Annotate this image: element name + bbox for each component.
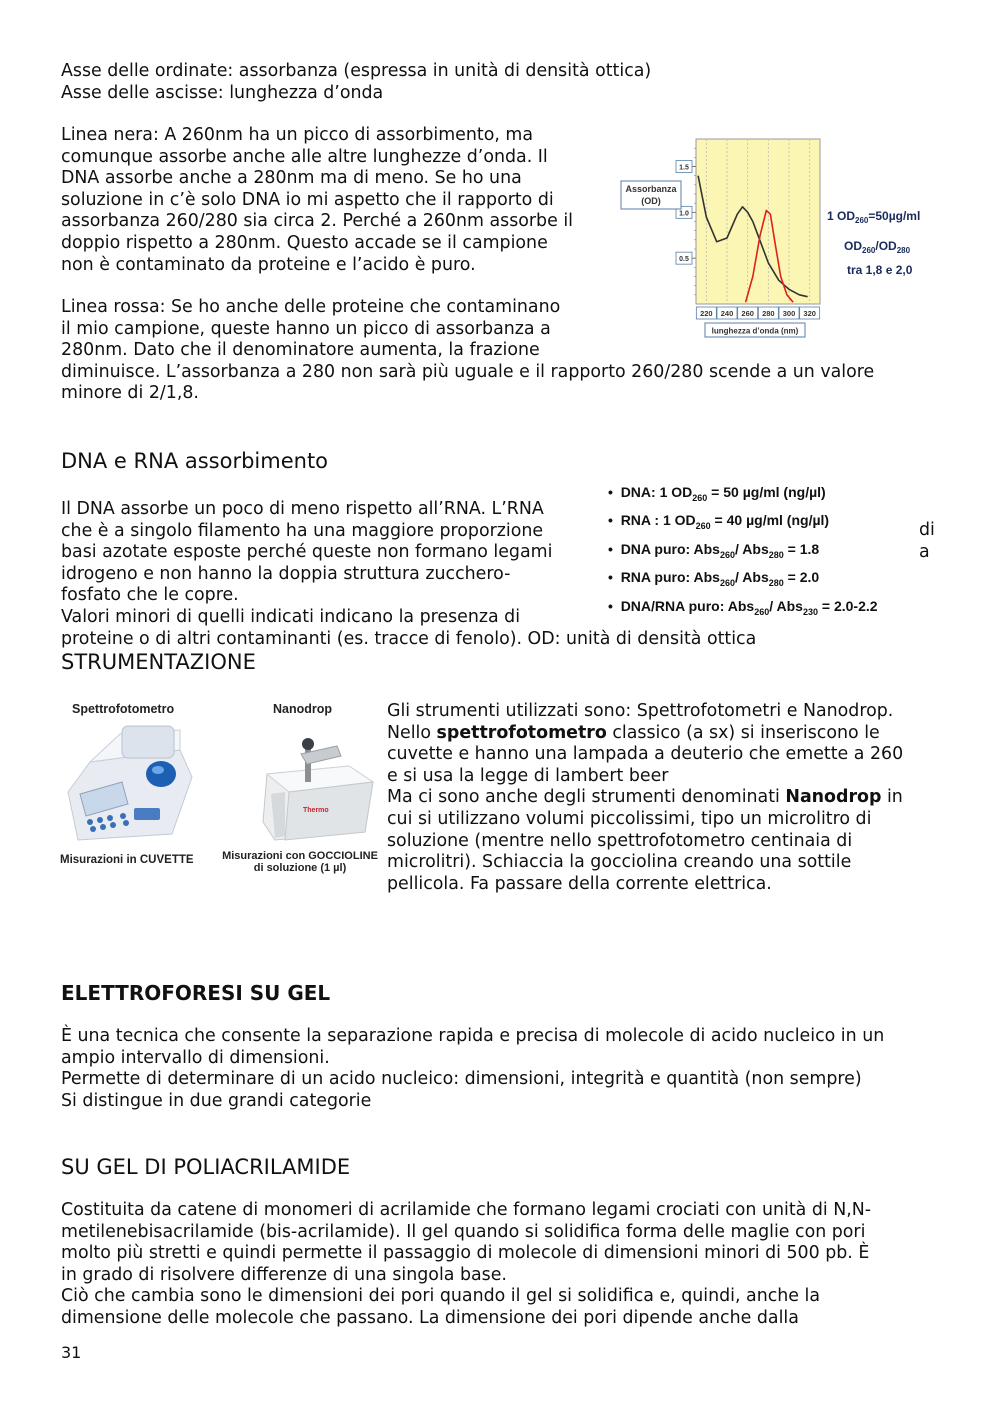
poliacrilamide-paragraph xyxy=(61,1200,871,1330)
text-line: proteine o di altri contaminanti (es. tracce di fenolo). OD: unità di densità ottica xyxy=(61,628,757,649)
y-axis-label-unit: (OD) xyxy=(641,196,661,206)
ratio-note: $OD_{260}/OD_{280}$ xyxy=(844,239,911,255)
y-tick-label: 1.5 xyxy=(679,164,689,172)
bullet-item: • DNA: 1 $OD_{260} = 50$ µg/ml (ng/µl) xyxy=(608,484,826,503)
text-line: cui si utilizzano volumi piccolissimi, tipo un microlitro di xyxy=(387,808,872,829)
caption-line: di soluzione (1 µl) xyxy=(253,862,347,874)
absorbance-chart xyxy=(615,130,935,345)
x-tick-label: 300 xyxy=(782,309,796,318)
text-line: DNA assorbe anche a 280nm ma di meno. Se ho una xyxy=(61,168,522,189)
bold-term: Nanodrop xyxy=(785,787,882,808)
text-line: Il DNA assorbe un poco di meno rispetto all’RNA. L’RNA xyxy=(61,499,544,519)
text-line: basi azotate esposte perché queste non formano legami xyxy=(61,542,553,563)
text-line: assorbanza 260/280 sia circa 2. Perché a 260nm assorbe il xyxy=(61,211,573,232)
text-line: ampio intervallo di dimensioni. xyxy=(61,1047,330,1068)
bullet-item: • DNA puro: Abs$_{260}$/ Abs$_{280}$ = 1.8 xyxy=(608,541,820,560)
instruments-figure xyxy=(60,696,380,876)
axes-description xyxy=(61,61,651,104)
absorbance-ratios-list xyxy=(608,482,908,622)
x-tick-label: 320 xyxy=(803,309,816,318)
text-line: che è a singolo filamento ha una maggiore proporzione xyxy=(61,520,544,541)
x-tick-label: 280 xyxy=(762,309,775,318)
bullet-item: • RNA puro: Abs$_{260}$/ Abs$_{280}$ = 2.0 xyxy=(608,569,820,588)
x-tick-label: 240 xyxy=(720,309,734,318)
text-line: Costituita da catene di monomeri di acrilamide che formano legami crociati con unità di N,N- xyxy=(61,1200,872,1220)
text-line: non è contaminato da proteine e l’acido è puro. xyxy=(61,254,476,275)
overflow-word: di xyxy=(919,520,935,540)
text-line: metilenebisacrilamide (bis-acrilamide). Il gel quando si solidifica forma delle maglie con pori xyxy=(61,1221,866,1242)
x-tick-label: 220 xyxy=(700,309,713,318)
nanodrop-title: Nanodrop xyxy=(273,702,333,716)
nanodrop-caption xyxy=(220,850,380,874)
plot-background xyxy=(696,139,820,304)
text-line: soluzione (mentre nello spettrofotometro centinaia di xyxy=(387,830,853,851)
text-line: il mio campione, queste hanno un picco di assorbanza a xyxy=(61,318,551,339)
section-heading-poliacrilamide: SU GEL DI POLIACRILAMIDE xyxy=(61,1155,351,1179)
text-line: e si usa la legge di lambert beer xyxy=(387,765,669,786)
text-line: Nello spettrofotometro classico (a sx) si inseriscono le xyxy=(387,722,880,743)
text-line: dimensione delle molecole che passano. La dimensione dei pori dipende anche dalla xyxy=(61,1307,799,1328)
text-line: 280nm. Dato che il denominatore aumenta, la frazione xyxy=(61,340,540,361)
section-heading-elettroforesi: ELETTROFORESI SU GEL xyxy=(61,981,331,1005)
text-line: idrogeno e non hanno la doppia struttura zucchero- xyxy=(61,563,511,584)
text-line: pellicola. Fa passare della corrente elettrica. xyxy=(387,873,772,894)
overflow-word: a xyxy=(919,542,930,562)
elettroforesi-paragraph xyxy=(61,1026,884,1112)
text-line: soluzione in c’è solo DNA io mi aspetto che il rapporto di xyxy=(61,189,554,210)
text-line: Ciò che cambia sono le dimensioni dei pori quando il gel si solidifica e, quindi, anche la xyxy=(61,1286,821,1307)
text-line: Ma ci sono anche degli strumenti denominati Nanodrop in xyxy=(387,787,903,808)
text-line: fosfato che le copre. xyxy=(61,585,239,606)
bullet-item: • DNA/RNA puro: Abs$_{260}$/ Abs$_{230}$ = 2.0-2.2 xyxy=(608,598,878,617)
instruments-paragraph xyxy=(387,701,903,895)
bold-term: spettrofotometro xyxy=(436,722,607,743)
x-tick-label: 260 xyxy=(741,309,754,318)
spectrophotometer-caption: Misurazioni in CUVETTE xyxy=(60,854,194,866)
text-line: Permette di determinare di un acido nucleico: dimensioni, integrità e quantità (non sempre) xyxy=(61,1069,862,1090)
nanodrop-image xyxy=(245,736,380,846)
text-line: molto più stretti e quindi permette il passaggio di molecole di dimensioni minori di 500 pb. È xyxy=(61,1243,870,1264)
text-line: È una tecnica che consente la separazione rapida e precisa di molecole di acido nucleico in un xyxy=(61,1026,885,1046)
ratio-range-note: tra 1,8 e 2,0 xyxy=(847,263,913,277)
text-line: Linea nera: A 260nm ha un picco di assorbimento, ma xyxy=(61,125,534,145)
caption-line: Misurazioni con GOCCIOLINE xyxy=(222,850,378,862)
concentration-note: 1 $OD_{260}=50\mu g/ml$ xyxy=(827,209,921,225)
text-line: cuvette e hanno una lampada a deuterio che emette a 260 xyxy=(387,744,904,765)
text-line: Asse delle ordinate: assorbanza (espressa in unità di densità ottica) xyxy=(61,61,652,81)
text-line: minore di 2/1,8. xyxy=(61,383,199,404)
text-line: in grado di risolvere differenze di una singola base. xyxy=(61,1264,507,1285)
text-line: comunque assorbe anche alle altre lunghezze d’onda. Il xyxy=(61,146,548,167)
section-heading-strumentazione: STRUMENTAZIONE xyxy=(61,650,256,674)
bullet-item: • RNA : 1 $OD_{260} = 40$ µg/ml (ng/µl) xyxy=(608,512,830,531)
nanodrop-brand-label: Thermo xyxy=(303,807,329,814)
text-line: Gli strumenti utilizzati sono: Spettrofotometri e Nanodrop. xyxy=(387,701,894,721)
y-tick-label: 0.5 xyxy=(679,256,689,264)
text-line: microlitri). Schiaccia la gocciolina creando una sottile xyxy=(387,852,852,873)
text-line: Linea rossa: Se ho anche delle proteine che contaminano xyxy=(61,297,561,317)
x-axis-label: lunghezza d’onda (nm) xyxy=(711,326,799,336)
section-heading-dna-rna: DNA e RNA assorbimento xyxy=(61,449,329,473)
text-line: Asse delle ascisse: lunghezza d’onda xyxy=(61,82,384,103)
text-line: doppio rispetto a 280nm. Questo accade se il campione xyxy=(61,232,548,253)
text-line: Si distingue in due grandi categorie xyxy=(61,1090,372,1111)
spectrophotometer-title: Spettrofotometro xyxy=(72,702,175,716)
text-line: Valori minori di quelli indicati indicano la presenza di xyxy=(61,606,521,627)
black-line-paragraph xyxy=(61,125,573,276)
y-axis-label: Assorbanza xyxy=(625,184,677,194)
text-line: diminuisce. L’assorbanza a 280 non sarà più uguale e il rapporto 260/280 scende a un valore xyxy=(61,361,875,382)
spectrophotometer-image xyxy=(60,722,200,847)
y-tick-label: 1.0 xyxy=(679,210,689,218)
page-number: 31 xyxy=(61,1343,82,1362)
